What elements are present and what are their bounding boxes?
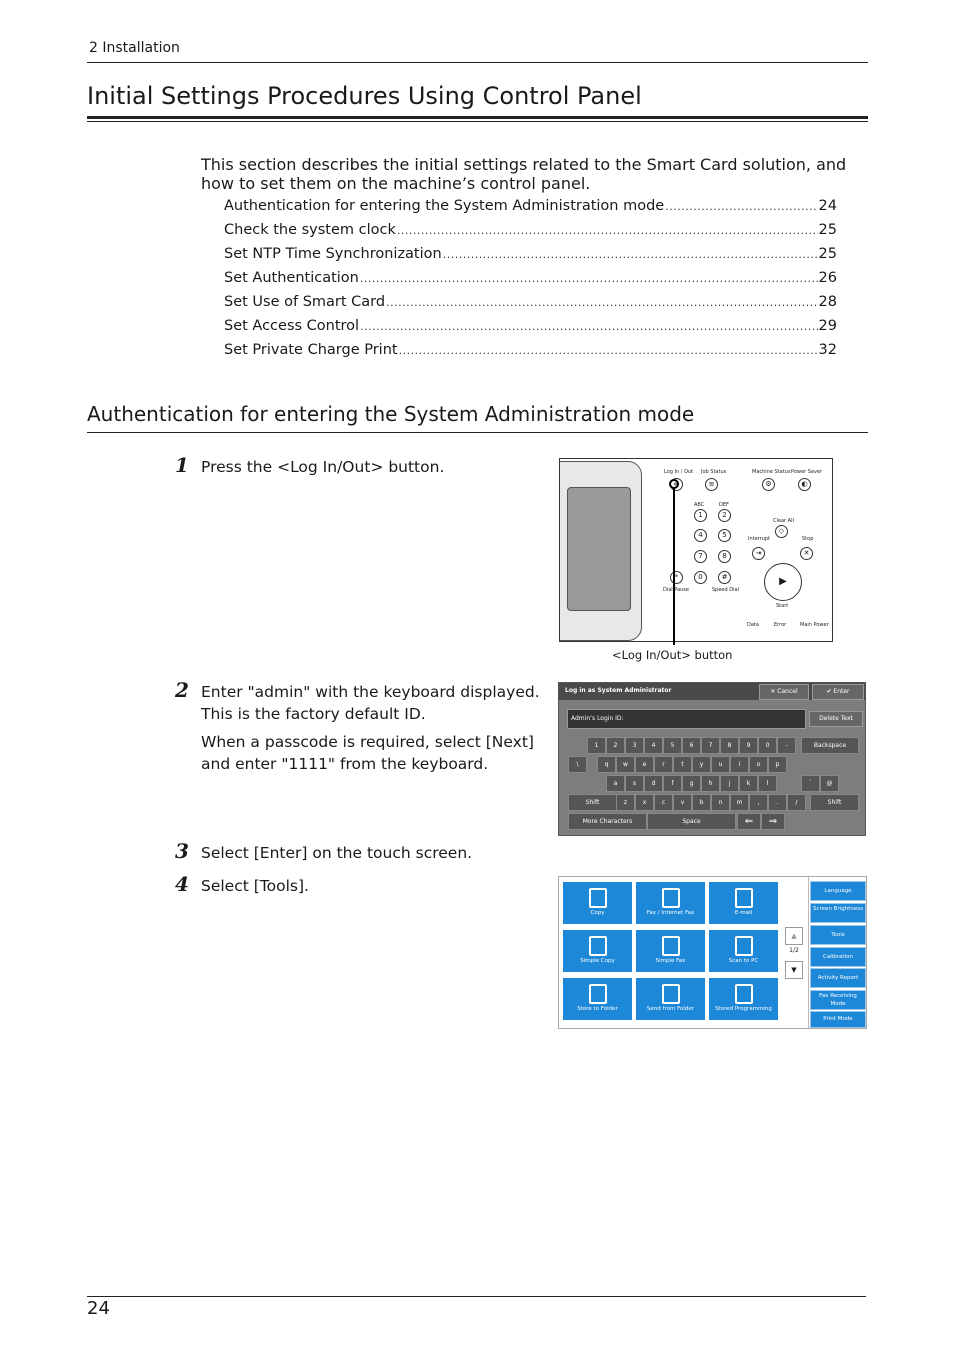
tile-label: Send from Folder [646, 1006, 695, 1012]
section-rule [87, 432, 868, 433]
job-status-key-icon[interactable]: ≡ [705, 478, 718, 491]
control-panel-illustration [559, 458, 833, 642]
interrupt-label: Interrupt [748, 536, 771, 542]
keyboard-key[interactable]: a [606, 775, 625, 792]
keyboard-key[interactable]: z [616, 794, 635, 811]
title-rule-thin [87, 121, 868, 122]
toc-leader [443, 245, 818, 264]
more-characters-key[interactable]: More Characters [568, 813, 647, 830]
keypad-key[interactable]: 1 [694, 509, 707, 522]
toc-page: 32 [818, 342, 837, 358]
callout-line [660, 470, 690, 645]
activity-report-button[interactable]: Activity Report [810, 968, 866, 988]
stored-programming-tile[interactable] [709, 978, 778, 1020]
toc-entry[interactable] [224, 341, 837, 365]
keyboard-key[interactable]: b [692, 794, 711, 811]
keyboard-key[interactable]: 4 [644, 737, 663, 754]
toc-leader [386, 293, 817, 312]
login-out-key-icon[interactable]: ⎆ [670, 478, 683, 491]
enter-label: Enter [833, 688, 850, 695]
language-button[interactable]: Language [810, 881, 866, 901]
keypad-key[interactable]: 4 [694, 529, 707, 542]
copy-tile[interactable] [563, 882, 632, 924]
start-label: Start [776, 603, 789, 609]
step-number: 3 [175, 839, 189, 863]
enter-button[interactable]: ✔ Enter [812, 684, 864, 700]
tile-label: Simple Copy [580, 958, 615, 964]
store-to-folder-tile[interactable] [563, 978, 632, 1020]
toc-label: Set Private Charge Print [224, 342, 398, 358]
keyboard-key[interactable]: 3 [625, 737, 644, 754]
machine-status-label: Machine Status [752, 469, 791, 475]
machine-status-key-icon[interactable]: ⚙ [762, 478, 775, 491]
keyboard-key[interactable]: 6 [682, 737, 701, 754]
fax-icon [662, 888, 680, 908]
step-number: 2 [175, 678, 189, 702]
toc-label: Authentication for entering the System Administration mode [224, 198, 665, 214]
login-id-field[interactable] [567, 709, 806, 729]
keyboard-key[interactable]: k [739, 775, 758, 792]
pager-indicator: 1/2 [789, 947, 799, 954]
toc-leader [360, 317, 817, 336]
email-icon [735, 888, 753, 908]
toc-entry[interactable] [224, 197, 837, 221]
keyboard-key[interactable]: q [597, 756, 616, 773]
keyboard-key[interactable]: 9 [739, 737, 758, 754]
figure-caption: <Log In/Out> button [612, 648, 733, 662]
keyboard-key[interactable]: ` [801, 775, 820, 792]
toc-page: 25 [818, 222, 837, 238]
keyboard-key[interactable]: v [673, 794, 692, 811]
keyboard-key[interactable]: 0 [758, 737, 777, 754]
toc-entry[interactable] [224, 221, 837, 245]
toc-page: 24 [818, 198, 837, 214]
job-status-label: Job Status [701, 469, 727, 475]
keypad-key[interactable]: 2 [718, 509, 731, 522]
toc-entry[interactable] [224, 245, 837, 269]
copy-icon [589, 936, 607, 956]
stop-key-icon[interactable]: ✕ [800, 547, 813, 560]
keyboard-key[interactable]: n [711, 794, 730, 811]
step-number: 4 [175, 872, 189, 896]
error-label: Error [774, 622, 787, 628]
running-header: 2 Installation [89, 40, 180, 56]
simple-fax-tile[interactable] [636, 930, 705, 972]
page-up-icon[interactable]: ▲ [785, 927, 803, 945]
keyboard-key[interactable]: c [654, 794, 673, 811]
keyboard-key[interactable]: e [635, 756, 654, 773]
keypad-key[interactable]: 0 [694, 571, 707, 584]
clear-all-label: Clear All [773, 518, 794, 524]
folder-icon [662, 984, 680, 1004]
simple-copy-tile[interactable] [563, 930, 632, 972]
print-mode-button[interactable]: Print Mode [810, 1011, 866, 1028]
tile-label: Store to Folder [577, 1006, 618, 1012]
send-from-folder-tile[interactable] [636, 978, 705, 1020]
scan-to-pc-tile[interactable] [709, 930, 778, 972]
arrow-right-icon[interactable]: ⇒ [761, 813, 785, 830]
login-keyboard-screen [558, 682, 866, 836]
toc-page: 29 [818, 318, 837, 334]
toc-leader [397, 221, 818, 240]
clear-all-key-icon[interactable]: ◇ [775, 525, 788, 538]
keypad-key[interactable]: 7 [694, 550, 707, 563]
section-title: Authentication for entering the System Administration mode [87, 402, 695, 426]
dial-pause-label: Dial Pause [663, 587, 689, 593]
dialog-title: Log in as System Administrator [565, 687, 672, 694]
delete-text-button[interactable] [809, 711, 863, 727]
touch-screen-display [567, 487, 631, 611]
monitor-icon [735, 936, 753, 956]
keyboard-key[interactable]: . [768, 794, 787, 811]
space-key[interactable]: Space [647, 813, 736, 830]
power-saver-key-icon[interactable]: ◐ [798, 478, 811, 491]
keyboard-key[interactable]: s [625, 775, 644, 792]
screen-brightness-button[interactable]: Screen Brightness [810, 903, 866, 923]
arrow-left-icon[interactable]: ⇐ [737, 813, 761, 830]
keyboard-key[interactable]: / [787, 794, 806, 811]
tile-label: E-mail [734, 910, 753, 916]
start-key-icon[interactable]: ▶ [764, 563, 802, 601]
copy-icon [589, 888, 607, 908]
toc-leader [665, 197, 817, 216]
tile-label: Copy [590, 910, 605, 916]
toc-label: Set Use of Smart Card [224, 294, 386, 310]
step-note: When a passcode is required, select [Next] and enter "1111" from the keyboard. [201, 733, 534, 773]
keyboard-key[interactable]: h [701, 775, 720, 792]
power-saver-label: Power Saver [791, 469, 823, 475]
toc-page: 25 [818, 246, 837, 262]
keyboard-key[interactable]: 7 [701, 737, 720, 754]
sidebar-divider [808, 877, 809, 1028]
tile-label: Fax / Internet Fax [646, 910, 695, 916]
step-text: Enter "admin" with the keyboard displayed. This is the factory default ID. [201, 683, 540, 723]
keyboard-key[interactable]: u [711, 756, 730, 773]
table-of-contents [224, 197, 837, 365]
fax-icon [662, 936, 680, 956]
toc-leader [360, 269, 818, 288]
keyboard-key[interactable]: 2 [606, 737, 625, 754]
stop-label: Stop [802, 536, 814, 542]
keyboard-key[interactable]: o [749, 756, 768, 773]
page-title: Initial Settings Procedures Using Control Panel [87, 82, 642, 110]
cancel-label: Cancel [777, 688, 798, 695]
keypad-key[interactable]: 5 [718, 529, 731, 542]
toc-leader [399, 341, 818, 360]
keyboard-key[interactable]: x [635, 794, 654, 811]
toc-page: 28 [818, 294, 837, 310]
toc-label: Set Authentication [224, 270, 359, 286]
interrupt-key-icon[interactable]: ⇥ [752, 547, 765, 560]
keypad-letters: ABC [694, 502, 705, 508]
keyboard-key[interactable]: t [673, 756, 692, 773]
intro-paragraph: This section describes the initial settings related to the Smart Card solution, and how to set them on the machine’s control panel. [201, 155, 847, 193]
footer-rule [87, 1296, 866, 1297]
tile-label: Stored Programming [715, 1006, 772, 1012]
keyboard-key[interactable]: w [616, 756, 635, 773]
shift-key-left[interactable]: Shift [568, 794, 617, 811]
fax-tile[interactable] [636, 882, 705, 924]
touch-screen-bezel [559, 461, 642, 641]
folder-icon [589, 984, 607, 1004]
step-text: Press the <Log In/Out> button. [201, 458, 445, 476]
keypad-key[interactable]: # [718, 571, 731, 584]
keyboard-key[interactable]: - [777, 737, 796, 754]
cancel-button[interactable]: ✕ Cancel [759, 684, 809, 700]
page-number: 24 [87, 1298, 110, 1319]
keyboard-key[interactable]: p [768, 756, 787, 773]
header-rule [87, 62, 868, 63]
toc-entry[interactable] [224, 269, 837, 293]
keyboard-key[interactable]: g [682, 775, 701, 792]
step-number: 1 [175, 453, 189, 477]
tools-button[interactable]: Tools [810, 925, 866, 945]
backspace-key[interactable]: Backspace [801, 737, 859, 754]
keypad-letters: DEF [719, 502, 729, 508]
email-tile[interactable] [709, 882, 778, 924]
step-text: Select [Enter] on the touch screen. [201, 844, 473, 862]
floppy-icon [735, 984, 753, 1004]
tile-label: Scan to PC [728, 958, 759, 964]
delete-text-label: Delete Text [819, 715, 853, 722]
keyboard-key[interactable]: m [730, 794, 749, 811]
login-label: Log In / Out [664, 469, 694, 475]
keyboard-key[interactable]: d [644, 775, 663, 792]
keypad-key[interactable]: * [670, 571, 683, 584]
keyboard-key[interactable]: r [654, 756, 673, 773]
keypad-key[interactable]: 8 [718, 550, 731, 563]
speed-dial-label: Speed Dial [712, 587, 739, 593]
services-home-screen [558, 876, 867, 1029]
main-power-label: Main Power [800, 622, 829, 628]
keyboard-key[interactable]: i [730, 756, 749, 773]
page-down-icon[interactable]: ▼ [785, 961, 803, 979]
keyboard-key[interactable]: y [692, 756, 711, 773]
toc-label: Set Access Control [224, 318, 360, 334]
tile-label: Simple Fax [655, 958, 686, 964]
calibration-button[interactable]: Calibration [810, 947, 866, 967]
toc-label: Check the system clock [224, 222, 396, 238]
keyboard-key[interactable]: , [749, 794, 768, 811]
keyboard-key[interactable]: f [663, 775, 682, 792]
toc-entry[interactable] [224, 317, 837, 341]
toc-entry[interactable] [224, 293, 837, 317]
keyboard-key[interactable]: @ [820, 775, 839, 792]
step-text: Select [Tools]. [201, 877, 309, 895]
keyboard-key[interactable]: 1 [587, 737, 606, 754]
title-rule [87, 116, 868, 119]
fax-receiving-mode-button[interactable]: Fax Receiving Mode [810, 990, 866, 1010]
keyboard-key[interactable]: \ [568, 756, 587, 773]
shift-key-right[interactable]: Shift [810, 794, 859, 811]
toc-label: Set NTP Time Synchronization [224, 246, 442, 262]
keyboard-key[interactable]: j [720, 775, 739, 792]
login-id-label: Admin’s Login ID: [571, 715, 624, 722]
keyboard-key[interactable]: l [758, 775, 777, 792]
keyboard-key[interactable]: 5 [663, 737, 682, 754]
keyboard-key[interactable]: 8 [720, 737, 739, 754]
data-label: Data [747, 622, 759, 628]
toc-page: 26 [818, 270, 837, 286]
